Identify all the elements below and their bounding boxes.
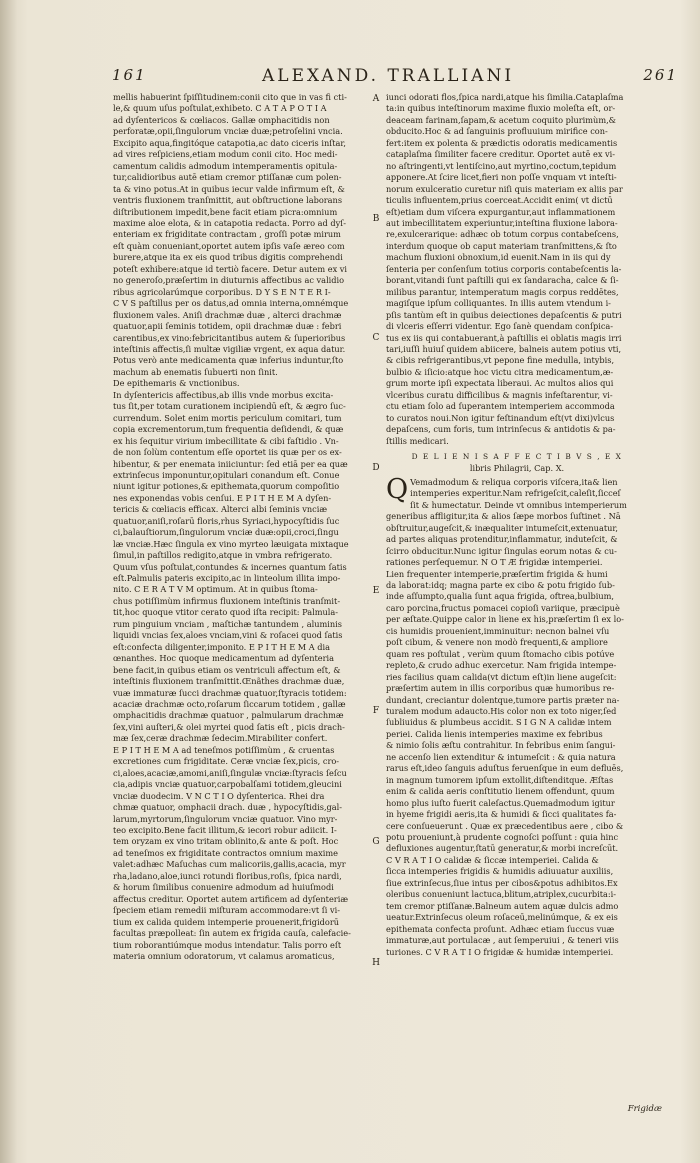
text-line: eſt)etiam dum viſcera expurgantur,aut inflammationem xyxy=(386,206,616,217)
text-line: tem cremor ptiſſanæ.Balneum autem aquæ dulcis admo xyxy=(386,900,619,911)
text-line: tium ex calida quidem intemperie prouenerit,frigidorū xyxy=(113,916,340,927)
text-line: obſtruitur,augeſcit,& inæqualiter intumeſcit,extenuatur, xyxy=(386,522,619,533)
text-line: ribus agricolarúmque corporibus. D Y S E N T E R I- xyxy=(113,286,331,297)
text-line: ries facilius quam calida(vt dictum eſt)in liene augeſcit: xyxy=(386,671,617,682)
text-line: materia omnium odoratorum, vt calamus aromaticus, xyxy=(113,950,335,961)
text-line: ex his ſequitur virium imbecillitate & cibi faſtidio . Vn- xyxy=(113,435,339,446)
text-line: tari,iuſſi huiuſ quidem abiicere, balneis autem potius vti, xyxy=(386,343,622,354)
text-line: norum exulceratio curetur niſi quis materiam ex aliis par xyxy=(386,183,623,194)
text-line: mellis habuerint ſpiſſitudinem:conii cito que in vas fi cti- xyxy=(113,92,347,102)
margin-letter-f: F xyxy=(372,706,380,716)
text-line: quam res poſtulat , verùm quum ſtomacho cibis potúve xyxy=(386,648,615,659)
text-line: ſicca intemperies frigidis & humidis adiuuatur auxiliis, xyxy=(386,866,614,877)
text-line: ſit & humectatur. Deinde vt omnibus intemperierum xyxy=(410,499,627,510)
text-line: teo excipito.Bene facit illitum,& iecori robur adiicit. I- xyxy=(113,825,337,835)
margin-letter-d: D xyxy=(372,463,380,473)
text-line: inteſtinis fluxionem tranſmittit.Œnãthes drachmæ duæ, xyxy=(113,676,345,687)
text-line: obducito.Hoc & ad ſanguinis profluuium mirifice con- xyxy=(386,126,608,137)
text-line: bene facit,in quibus etiam os ventriculi affectum eſt, & xyxy=(113,664,341,675)
text-line: ta:in quibus inteſtinorum maxime fluxio moleſta eſt, or- xyxy=(386,103,616,114)
text-line: perforatæ,opii,ſingulorum vnciæ duæ;petroſelini vncia. xyxy=(113,126,343,137)
text-line: per æſtate.Quippe calor in liene ex his,præſertim ſi ex lo- xyxy=(386,614,624,625)
text-line: pſis tantùm eſt in quibus deiectiones depaſcentis & putri xyxy=(386,309,622,320)
text-line: tur,calidioribus autē etiam cremor ptiſſanæ cum polen- xyxy=(113,172,342,183)
text-line: eſt:confecta diligenter,imponito. E P I T H E M A dia xyxy=(113,641,331,652)
text-line: enteriam ex frigiditate contractam , groſſi potæ mirum xyxy=(113,229,341,240)
text-line: eſt quàm conueniant,oportet autem ipſis vaſe æreo com xyxy=(113,240,345,251)
text-line: niunt igitur potiones,& epithemata,quorum compoſitio xyxy=(113,481,340,492)
text-line: le,& quum uſus poſtulat,exhibeto. C A T A P O T I A xyxy=(113,103,327,114)
text-line: inde aſſumpto,qualia ſunt aqua frigida, oftrea,bulbium, xyxy=(386,591,614,602)
text-line: eſt.Palmulis pateris excipito,ac in linteolum illita impo- xyxy=(113,573,341,584)
text-line: liquidi vncias ſex,aloes vnciam,vini & roſacei quod ſatis xyxy=(113,630,343,641)
text-line: ticulis influentem,prius coerceat.Accidit enim( vt dictū xyxy=(386,195,613,206)
text-line: ad partes aliquas protenditur,inflammatur, induteſcit, & xyxy=(386,534,618,545)
text-line: vnciæ duodecim. V N C T I O dyſenterica. Rhei dra xyxy=(113,790,325,801)
text-line: ſiue extrinſecus,ſiue intus per cibos&potus adhibitos.Ex xyxy=(386,877,618,888)
text-line: quatuor,aniſi,roſarū floris,rhus Syriaci,hypocyſtidis ſuc xyxy=(113,515,340,526)
text-line: vuæ immaturæ ſucci drachmæ quatuor,ſtyracis totidem: xyxy=(113,687,347,698)
text-line: enim & calida aeris conſtitutio lienem offendunt, quum xyxy=(386,786,615,797)
text-line: facultas præpolleat: ſin autem ex frigida cauſa, calefacie- xyxy=(113,928,351,939)
text-line: tus ſit,per totam curationem incipiendū eſt, & ægro ſuc- xyxy=(113,401,346,412)
text-line: C V R A T I O calidæ & ſiccæ intemperiei. Calida & xyxy=(386,854,599,865)
text-line: tus ex iis qui contabuerant,à paſtillis ei oblatis magis irri xyxy=(386,332,622,343)
text-line: maxime aloe elota, & in catapotia redacta. Porro ad dyſ- xyxy=(113,217,347,228)
text-line: no aſtringenti,vt lentiſcino,aut myrtino,coctum,tepidum xyxy=(386,160,617,171)
margin-letter-b: B xyxy=(372,214,380,224)
text-line: ſtillis medicari. xyxy=(386,435,449,446)
text-line: turalem modum adaucto.His color non ex toto niger,ſed xyxy=(386,706,617,717)
text-line: larum,myrtorum,ſingulorum vnciæ quatuor. Vino myr- xyxy=(113,813,338,824)
text-line: & nimio ſolis æſtu contrahitur. In febribus enim ſangui- xyxy=(386,740,616,751)
text-line: bulbio & iſicio:atque hoc victu citra medicamentum,æ- xyxy=(386,366,614,377)
left-text-column xyxy=(113,92,375,962)
text-line: diſtributionem impedit,bene facit etiam picra:omnium xyxy=(113,206,338,217)
text-line: ueatur.Extrinſecus oleum roſaceū,melinúmque, & ex eis xyxy=(386,912,618,923)
margin-letter-a: A xyxy=(372,94,380,104)
text-line: di vlceris eſſerri videntur. Ego ſanè quendam conſpica- xyxy=(386,321,614,332)
text-line: affectus creditur. Oportet autem artificem ad dyſenteriæ xyxy=(113,893,349,904)
text-line: Excipito aqua,fingitóque catapotia,ac dato ciceris inſtar, xyxy=(113,137,347,148)
margin-letter-c: C xyxy=(372,333,380,343)
text-line: da laborat:idq; magna parte ex cibo & potu frigido ſub- xyxy=(386,580,615,591)
text-line: rum pinguium vnciam , maſtichæ tantundem , aluminis xyxy=(113,618,342,629)
text-line: defluxiones augentur,ſtatū generatur,& morbi increſcūt. xyxy=(386,843,619,854)
text-line: in hyeme frigidi aeris,ita & humidi & ſicci qualitates fa- xyxy=(386,809,617,820)
text-line: ad dyſentericos & cœliacos. Gallæ omphacitidis non xyxy=(113,114,330,125)
text-line: in magnum tumorem ipſum extollit,diſtenditque. Æſtas xyxy=(386,774,614,785)
text-line: fert:item ex polenta & prædictis odoratis medicamentis xyxy=(386,137,618,148)
text-line: potu proueniunt,à prudente cognoſci poſſunt : quia hinc xyxy=(386,832,619,842)
text-line: ſubliuidus & plumbeus accidit. S I G N A calidæ intem xyxy=(386,717,612,728)
text-line: ventris fluxionem tranſmittit, aut obſtructione laborans xyxy=(113,195,343,206)
text-line: ſpeciem etiam remedii miſturam accommodare:vt ſi vi- xyxy=(113,905,340,916)
text-line: ne accenſo lien extenditur & intumeſcit : & quia natura xyxy=(386,751,616,762)
text-line: Vemadmodum & reliqua corporis viſcera,ita& lien xyxy=(410,476,618,487)
chapter-subheading: libris Philagrii, Cap. X. xyxy=(469,462,565,473)
text-line: mæ ſex,ceræ drachmæ ſedecim.Mirabiliter confert. xyxy=(113,733,328,744)
text-line: tem oryzam ex vino tritam oblinito,& ante & poſt. Hoc xyxy=(113,836,339,847)
text-line: cis humidis prouenient,imminuitur: necnon balnei vſu xyxy=(386,625,610,636)
text-line: aut imbecillitatem experiuntur,inteſtina fluxione labora- xyxy=(386,217,618,228)
text-line: interdum quoque ob caput materiam tranſmittens,& ſto xyxy=(386,240,617,251)
text-line: ci,balauſtiorum,ſingulorum vnciæ duæ:opii,croci,ſingu xyxy=(113,527,339,538)
text-line: rarus eſt,ideo ſanguis aduſtus feruenſque in eum defluēs, xyxy=(386,763,624,774)
text-line: poſt cibum, & venere non modò frequenti,& ampliore xyxy=(386,637,608,648)
right-column-bottom-text xyxy=(386,473,648,958)
text-line: repleto,& crudo adhuc exercetur. Nam frigida intempe- xyxy=(386,660,617,671)
margin-letter-g: G xyxy=(372,837,380,847)
text-line: epithemata confecta proſunt. Adhæc etiam ſuccus vuæ xyxy=(386,923,615,934)
text-line: iunci odorati flos,ſpica nardi,atque his ſimilia.Cataplaſma xyxy=(386,92,624,102)
text-line: cere conſueuerunt . Quæ ex præcedentibus aere , cibo & xyxy=(386,820,624,831)
text-line: camentum calidis admodum intemperamentis opitula- xyxy=(113,160,338,171)
text-line: burere,atque ita ex eis quod tribus digitis comprehendi xyxy=(113,252,343,263)
text-line: ſenteria per conſenſum totius corporis contabeſcentis la- xyxy=(386,263,622,274)
text-line: ſex,vini auſteri,& olei myrtei quod ſatis eſt , picis drach- xyxy=(113,721,345,732)
text-line: currendum. Solet enim mortis periculum comitari, tum xyxy=(113,412,342,423)
text-line: ctu etiam ſolo ad ſuperantem intemperiem accommoda xyxy=(386,401,615,412)
text-line: omphacitidis drachmæ quatuor , palmularum drachmæ xyxy=(113,710,344,721)
text-line: quatuor,apii ſeminis totidem, opii drachmæ duæ : febri xyxy=(113,321,342,332)
text-line: & cibis refrigerantibus,vt pepone fine medulla, intybis, xyxy=(386,355,615,366)
text-line: ta & vino potus.At in quibus iecur valde infirmum eſt, & xyxy=(113,183,345,194)
catchword: Frigidæ xyxy=(627,1104,662,1114)
text-line: inteſtinis affectis,ſi multæ vigiliæ vrgent, ex aqua datur. xyxy=(113,343,346,354)
text-line: depaſcens, cum foris, tum intrinſecus & antidotis & pa- xyxy=(386,424,616,435)
text-line: ad teneſmos ex frigiditate contractos omnium maxime xyxy=(113,847,338,858)
text-line: tit,hoc quoque vtitor cerato quod iſta recipit: Palmula- xyxy=(113,607,339,618)
text-line: vlceribus curatu difficilibus & magnis infeſtarentur, vi- xyxy=(386,389,613,400)
text-line: turiones. C V R A T I O frigidæ & humidæ intemperiei. xyxy=(386,946,614,957)
text-line: ſimul,in paſtillos redigito,atque in vmbra refrigerato. xyxy=(113,550,333,561)
text-line: caro porcina,fructus pomacei copioſi variique, præcipuè xyxy=(386,602,620,613)
text-line: acaciæ drachmæ octo,roſarum ſiccarum totidem , gallæ xyxy=(113,699,346,710)
text-line: grum morte ipſi expectata liberaui. Ac multos alios qui xyxy=(386,378,614,389)
text-line: to curatos noui.Non igitur feſtinandum eſt(vt dixi)vlcus xyxy=(386,412,615,423)
page-number-right: 261 xyxy=(643,66,678,84)
text-line: intemperies experitur.Nam refrigeſcit,caleſit,ſicceſ xyxy=(410,488,621,499)
text-line: borant,vitandi ſunt paſtilli qui ex ſandaracha, calce & ſi- xyxy=(386,275,619,286)
text-line: ci,aloes,acaciæ,amomi,aniſi,ſingulæ vnciæ:ſtyracis ſeſcu xyxy=(113,767,347,778)
text-line: De epithemaris & vnctionibus. xyxy=(113,378,240,389)
text-line: œnanthes. Hoc quoque medicamentum ad dyſenteria xyxy=(113,653,335,664)
text-line: In dyſentericis affectibus,ab illis vnde morbus excita- xyxy=(113,389,334,400)
text-line: milibus parantur, intemperatum magis corpus reddētes, xyxy=(386,286,619,297)
margin-letter-h: H xyxy=(372,958,380,968)
text-line: cataplaſma ſimiliter facere creditur. Oportet autē ex vi- xyxy=(386,149,616,160)
right-text-column xyxy=(386,92,648,958)
text-line: periei. Calida lienis intemperies maxime ex febribus xyxy=(386,728,603,739)
text-line: valet:adhæc Maſuchas cum malicoriis,gallis,acacia, myr xyxy=(113,859,346,870)
text-line: rha,ladano,aloe,iunci rotundi floribus,roſis, ſpica nardi, xyxy=(113,870,342,881)
text-line: tericis & cœliacis efficax. Alterci albi ſeminis vnciæ xyxy=(113,504,328,515)
text-line: rationes perſequemur. N O T Æ frigidæ intemperiei. xyxy=(386,557,603,568)
text-line: nito. C E R A T V M optimum. At in quibus ſtoma- xyxy=(113,584,318,595)
text-line: magiſque ipſum colliquantes. In illis autem vtendum i- xyxy=(386,298,611,309)
text-line: carentibus,ex vino:febricitantibus autem & ſuperioribus xyxy=(113,332,346,343)
text-line: C V S paſtillus per os datus,ad omnia interna,omnémque xyxy=(113,298,349,309)
text-line: præſertim autem in illis corporibus quæ humoribus re- xyxy=(386,683,615,694)
text-line: læ vnciæ.Hæc ſingula ex vino myrteo læuigata mixtaque xyxy=(113,538,349,549)
text-line: oleribus conueniunt lactuca,blitum,atriplex,cucurbita:i- xyxy=(386,889,617,900)
text-line: copia excrementorum,tum frequentia deſidendi, & quæ xyxy=(113,424,344,435)
text-line: homo plus iuſto fuerit caleſactus.Quemadmodum igitur xyxy=(386,797,615,808)
text-line: re,exulcerarique: adhæc ob totum corpus contabeſcens, xyxy=(386,229,619,240)
text-line: E P I T H E M A ad teneſmos potiſſimùm , & cruentas xyxy=(113,744,335,755)
text-line: immaturæ,aut portulacæ , aut ſemperuiui , & teneri viis xyxy=(386,935,619,946)
text-line: tium roborantiúmque modus intendatur. Talis porro eſt xyxy=(113,939,342,950)
text-line: generibus affligitur,ita & alios ſæpe morbos ſuſtinet . Nā xyxy=(386,511,621,522)
text-line: Potus verò ante medicamenta quæ inferius induntur,ſto xyxy=(113,355,344,366)
text-line: Quum vſus poſtulat,contundes & incernes quantum ſatis xyxy=(113,561,347,572)
text-line: ſcirro obducitur.Nunc igitur ſingulas eorum notas & cu- xyxy=(386,545,617,556)
margin-letter-e: E xyxy=(372,586,380,596)
text-line: poteſt exhibere:atque id tertiò facere. Detur autem ex vi xyxy=(113,263,348,274)
text-line: extrinſecus imponuntur,opitulari conandum eſt. Conue xyxy=(113,469,340,480)
text-line: apponere.At ſcire licet,fieri non poſſe vnquam vt inteſti- xyxy=(386,172,617,183)
text-line: fluxionem vales. Aniſi drachmæ duæ , alterci drachmæ xyxy=(113,309,342,320)
gutter-shadow xyxy=(0,0,18,1163)
text-line: & horum ſimilibus conuenire admodum ad huiuſmodi xyxy=(113,882,334,893)
text-line: hibentur, & per enemata iniiciuntur: ſed etiā per ea quæ xyxy=(113,458,348,469)
text-line: dundant, creciantur dolentque,tumore partis præter na- xyxy=(386,694,620,705)
text-line: deaceam farinam,ſapam,& acetum coquito plurimùm,& xyxy=(386,114,616,125)
running-title: ALEXAND. TRALLIANI xyxy=(262,66,515,86)
text-line: de non ſolùm contentum eſſe oportet iis quæ per os ex- xyxy=(113,447,342,458)
text-line: ad vires reſpiciens,etiam modum conii cito. Hoc medi- xyxy=(113,149,338,160)
running-header xyxy=(112,66,678,88)
text-line: machum ab enematis ſubuerti non ſinit. xyxy=(113,366,278,377)
chapter-heading: D E L I E N I S A F F E C T I B V S , E X xyxy=(411,452,623,462)
text-line: chmæ quatuor, omphacii drach. duæ , hypocyſtidis,gal- xyxy=(113,802,343,813)
text-line: no generoſo,præſertim in diuturnis affectibus ac validio xyxy=(113,275,345,286)
text-line: machum fluxioni obnoxium,id euenit.Nam in iis qui dy xyxy=(386,252,611,263)
text-line: excretiones cum frigiditate. Ceræ vnciæ ſex,picis, cro- xyxy=(113,756,340,767)
dropcap-letter: Q xyxy=(386,473,409,505)
text-line: chus potiſſimùm infirmus fluxionem inteſtinis tranſmit- xyxy=(113,595,341,606)
right-column-top-text xyxy=(386,92,648,447)
text-line: Lien frequenter intemperie,præſertim frigida & humi xyxy=(386,568,608,579)
text-line: nes exponendas vobis cenſui. E P I T H E M A dyſen- xyxy=(113,492,332,503)
page-number-left: 161 xyxy=(112,66,147,84)
text-line: cia,adipis vnciæ quatuor,carpobalſami totidem,gleucini xyxy=(113,779,342,790)
